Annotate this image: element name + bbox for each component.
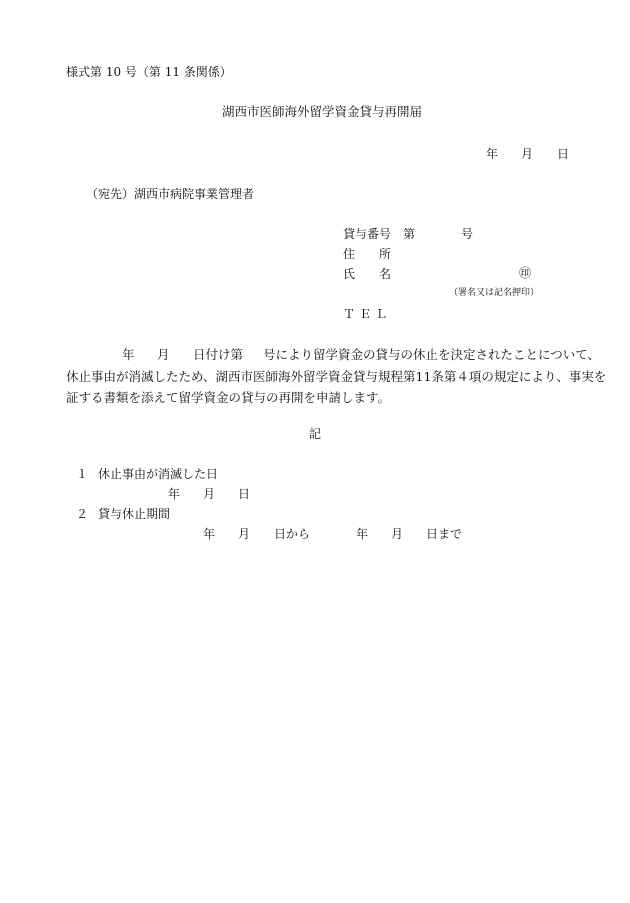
loan-number-label: 貸与番号	[343, 227, 392, 241]
item-1-year: 年	[168, 487, 181, 501]
loan-number-prefix: 第	[403, 227, 416, 241]
loan-number-suffix: 号	[461, 227, 474, 241]
addressee: （宛先）湖西市病院事業管理者	[86, 187, 255, 201]
ki-heading: 記	[309, 427, 322, 441]
paragraph-line-2: 休止事由が消滅したため、湖西市医師海外留学資金貸与規程第11条第４項の規定により、事実を	[66, 369, 607, 384]
signature-note: （署名又は記名押印）	[449, 288, 540, 298]
paragraph-line-1	[66, 345, 601, 366]
item-1-label: 休止事由が消滅した日	[98, 467, 219, 481]
form-number-label: 様式第 10 号（第 11 条関係）	[66, 65, 232, 79]
document-title: 湖西市医師海外留学資金貸与再開届	[222, 104, 423, 119]
submission-year-label: 年	[486, 147, 499, 161]
request-paragraph	[66, 345, 607, 408]
submission-day-label: 日	[557, 147, 570, 161]
submission-month-label: 月	[521, 147, 534, 161]
line1-rest: 号により留学資金の貸与の休止を決定されたことについて、	[263, 347, 601, 362]
address-label: 住 所	[343, 247, 392, 261]
item-2-to-year: 年	[356, 527, 369, 541]
tel-label: ＴＥＬ	[343, 307, 392, 321]
item-1-month: 月	[203, 487, 216, 501]
paragraph-line-3: 証する書類を添えて留学資金の貸与の再開を申請します。	[66, 390, 391, 405]
item-1-number: １	[76, 467, 89, 481]
item-2-from-year: 年	[203, 527, 216, 541]
item-2-to-day: 日まで	[426, 527, 463, 541]
item-2-to-month: 月	[391, 527, 404, 541]
item-2-from-day: 日から	[274, 527, 311, 541]
seal-mark-icon: ㊞	[519, 266, 532, 280]
item-2-label: 貸与休止期間	[98, 507, 171, 521]
line1-year: 年	[122, 347, 135, 362]
name-label: 氏 名	[343, 267, 392, 281]
line1-day: 日付け第	[193, 347, 244, 362]
item-2-from-month: 月	[238, 527, 251, 541]
item-2-number: ２	[76, 507, 89, 521]
item-1-day: 日	[238, 487, 251, 501]
line1-month: 月	[157, 347, 170, 362]
